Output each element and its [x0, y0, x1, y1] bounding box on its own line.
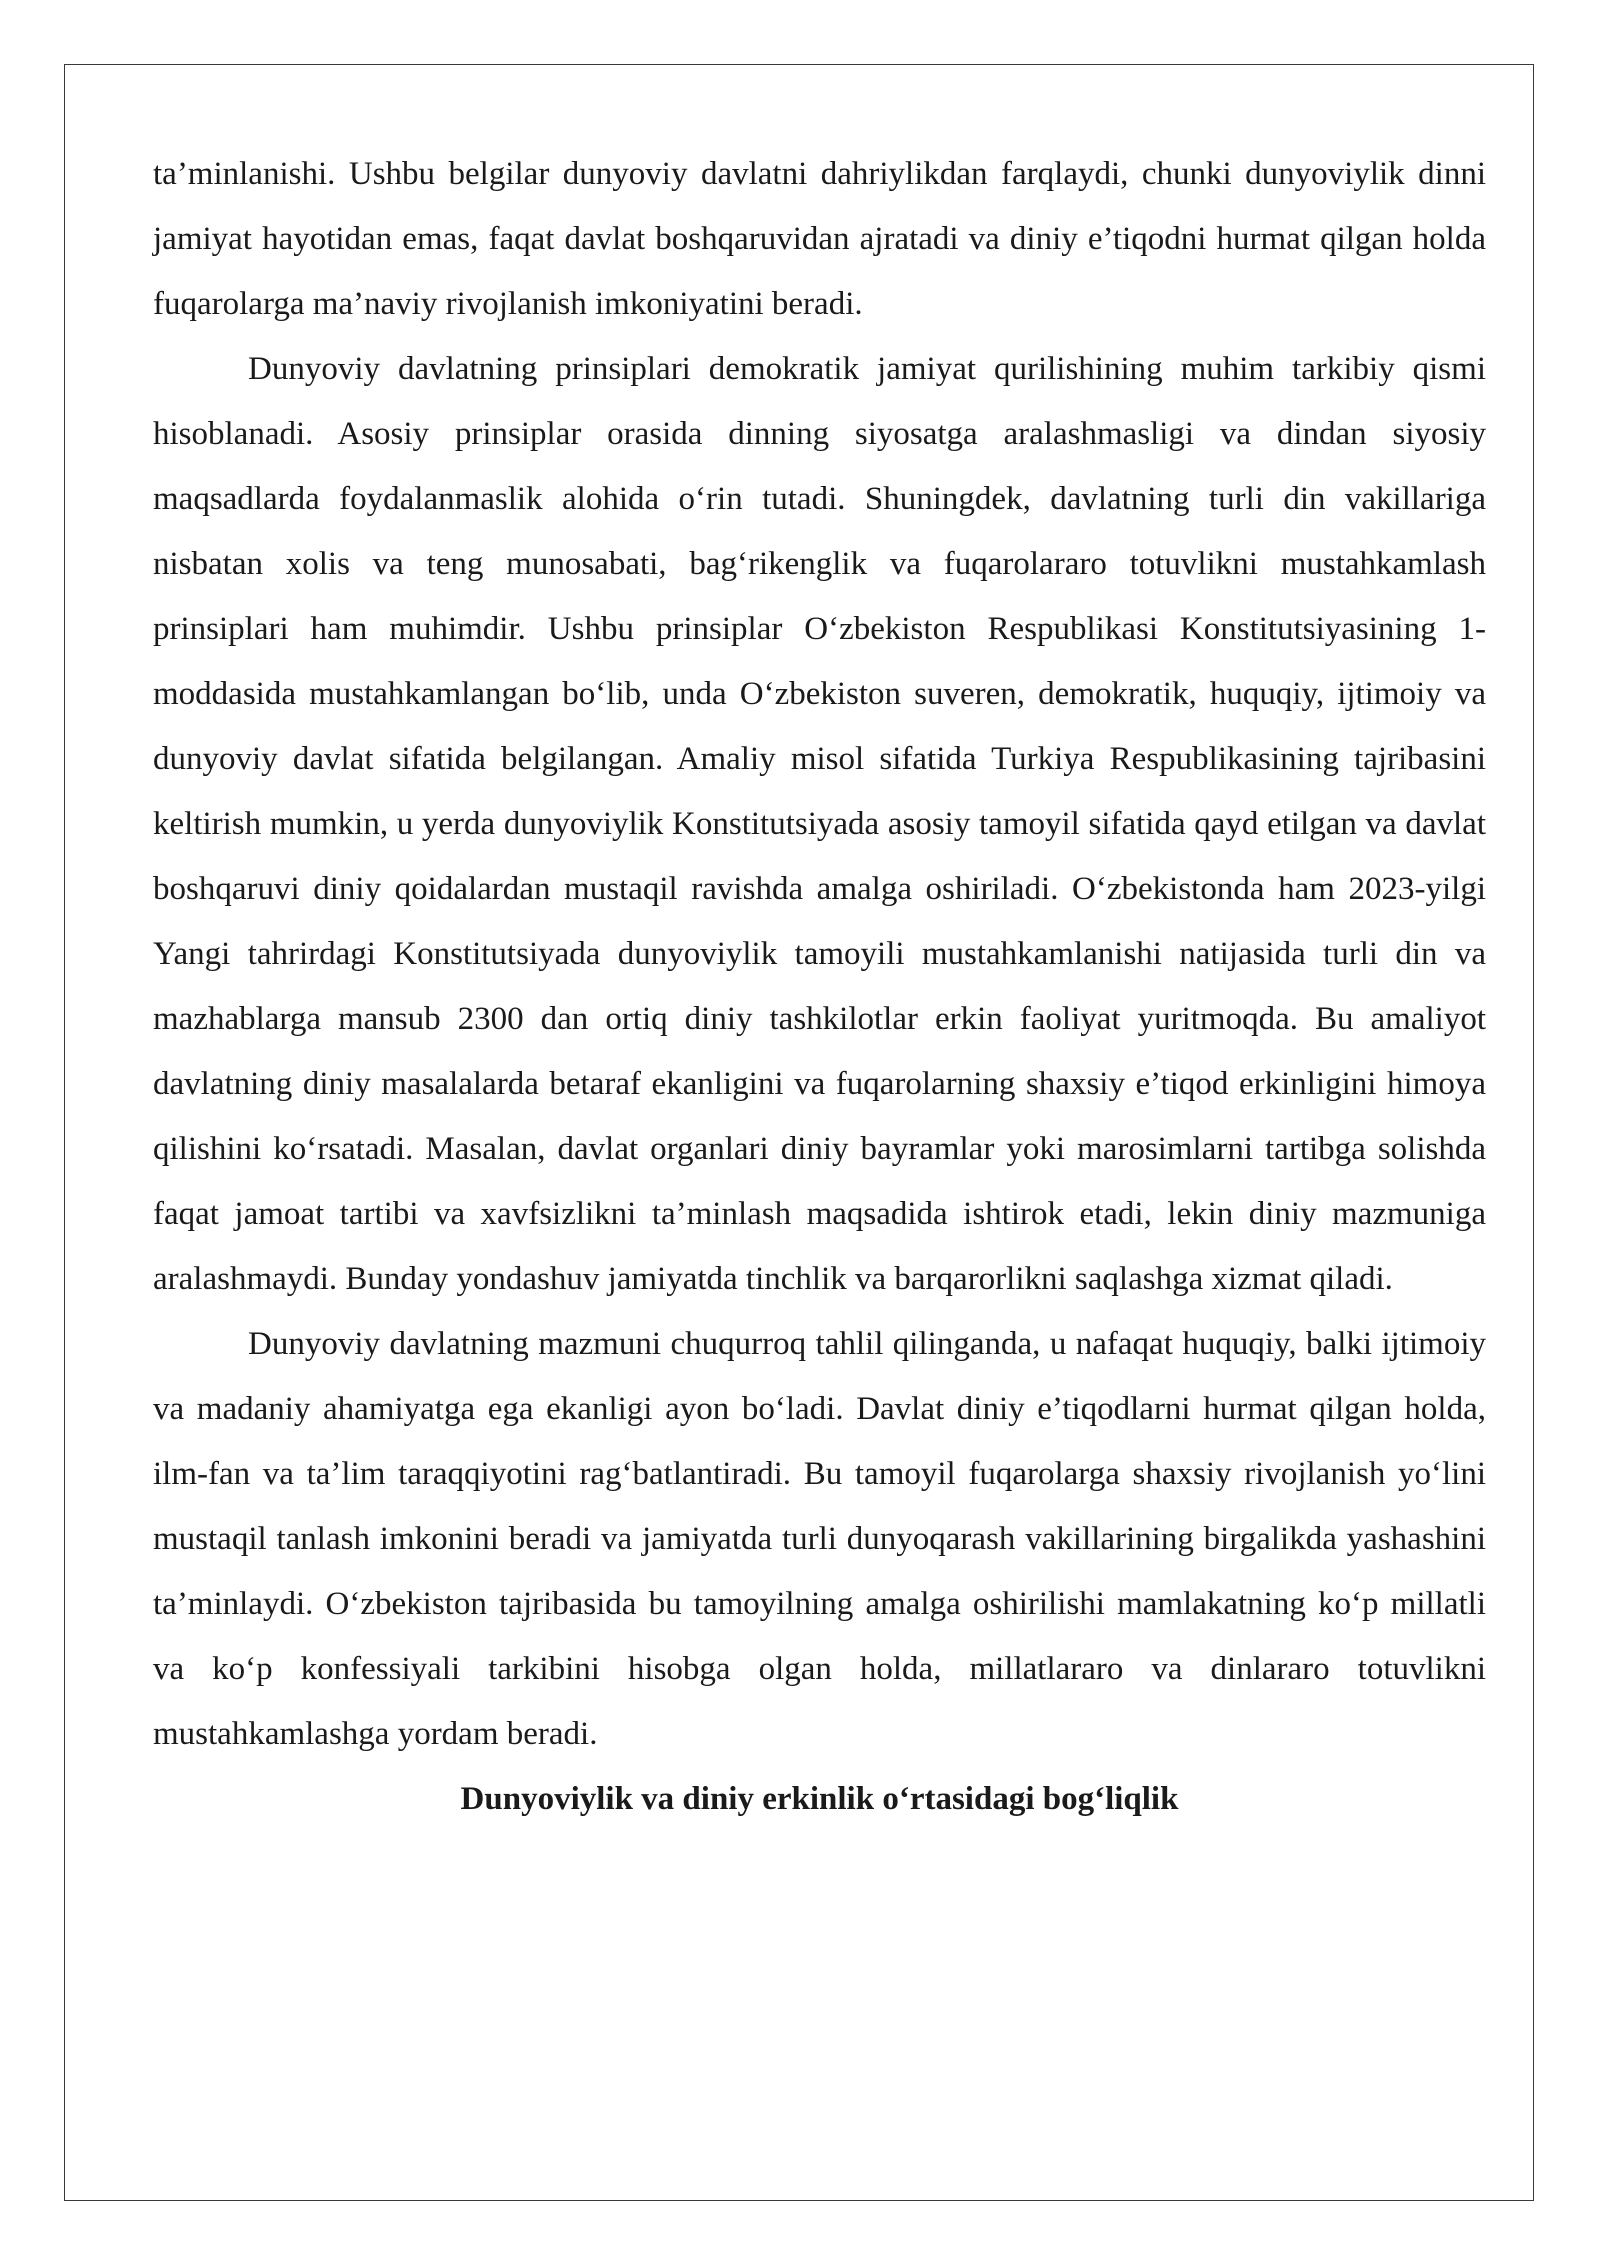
paragraph-1: ta’minlanishi. Ushbu belgilar dunyoviy davlatni dahriylikdan farqlaydi, chunki dunyoviylik dinni jamiyat hayotidan emas, faqat davlat boshqaruvidan ajratadi va diniy e’tiqodni hurmat qilgan holda fuqarolarga ma’naviy rivojlanish imkoniyatini beradi.: [153, 156, 1486, 322]
paragraph-2: Dunyoviy davlatning prinsiplari demokratik jamiyat qurilishining muhim tarkibiy qismi hisoblanadi. Asosiy prinsiplar orasida dinning siyosatga aralashmasligi va dindan siyosiy maqsadlarda foydalanmaslik alohida oʻrin tutadi. Shuningdek, davlatning turli din vakillariga nisbatan xolis va teng munosabati, bagʻrikenglik va fuqarolararo totuvlikni mustahkamlash prinsiplari ham muhimdir. Ushbu prinsiplar Oʻzbekiston Respublikasi Konstitutsiyasining 1-moddasida mustahkamlangan boʻlib, unda Oʻzbekiston suveren, demokratik, huquqiy, ijtimoiy va dunyoviy davlat sifatida belgilangan. Amaliy misol sifatida Turkiya Respublikasining tajribasini keltirish mumkin, u yerda dunyoviylik Konstitutsiyada asosiy tamoyil sifatida qayd etilgan va davlat boshqaruvi diniy qoidalardan mustaqil ravishda amalga oshiriladi. Oʻzbekistonda ham 2023-yilgi Yangi tahrirdagi Konstitutsiyada dunyoviylik tamoyili mustahkamlanishi natijasida turli din va mazhablarga mansub 2300 dan ortiq diniy tashkilotlar erkin faoliyat yuritmoqda. Bu amaliyot davlatning diniy masalalarda betaraf ekanligini va fuqarolarning shaxsiy e’tiqod erkinligini himoya qilishini koʻrsatadi. Masalan, davlat organlari diniy bayramlar yoki marosimlarni tartibga solishda faqat jamoat tartibi va xavfsizlikni ta’minlash maqsadida ishtirok etadi, lekin diniy mazmuniga aralashmaydi. Bunday yondashuv jamiyatda tinchlik va barqarorlikni saqlashga xizmat qiladi.: [153, 351, 1486, 1297]
section-heading: Dunyoviylik va diniy erkinlik oʻrtasidagi bogʻliqlik: [460, 1781, 1179, 1817]
document-body: [153, 142, 1486, 1832]
paragraph-3: Dunyoviy davlatning mazmuni chuqurroq tahlil qilinganda, u nafaqat huquqiy, balki ijtimoiy va madaniy ahamiyatga ega ekanligi ayon boʻladi. Davlat diniy e’tiqodlarni hurmat qilgan holda, ilm-fan va ta’lim taraqqiyotini ragʻbatlantiradi. Bu tamoyil fuqarolarga shaxsiy rivojlanish yoʻlini mustaqil tanlash imkonini beradi va jamiyatda turli dunyoqarash vakillarining birgalikda yashashini ta’minlaydi. Oʻzbekiston tajribasida bu tamoyilning amalga oshirilishi mamlakatning koʻp millatli va koʻp konfessiyali tarkibini hisobga olgan holda, millatlararo va dinlararo totuvlikni mustahkamlashga yordam beradi.: [153, 1326, 1486, 1752]
